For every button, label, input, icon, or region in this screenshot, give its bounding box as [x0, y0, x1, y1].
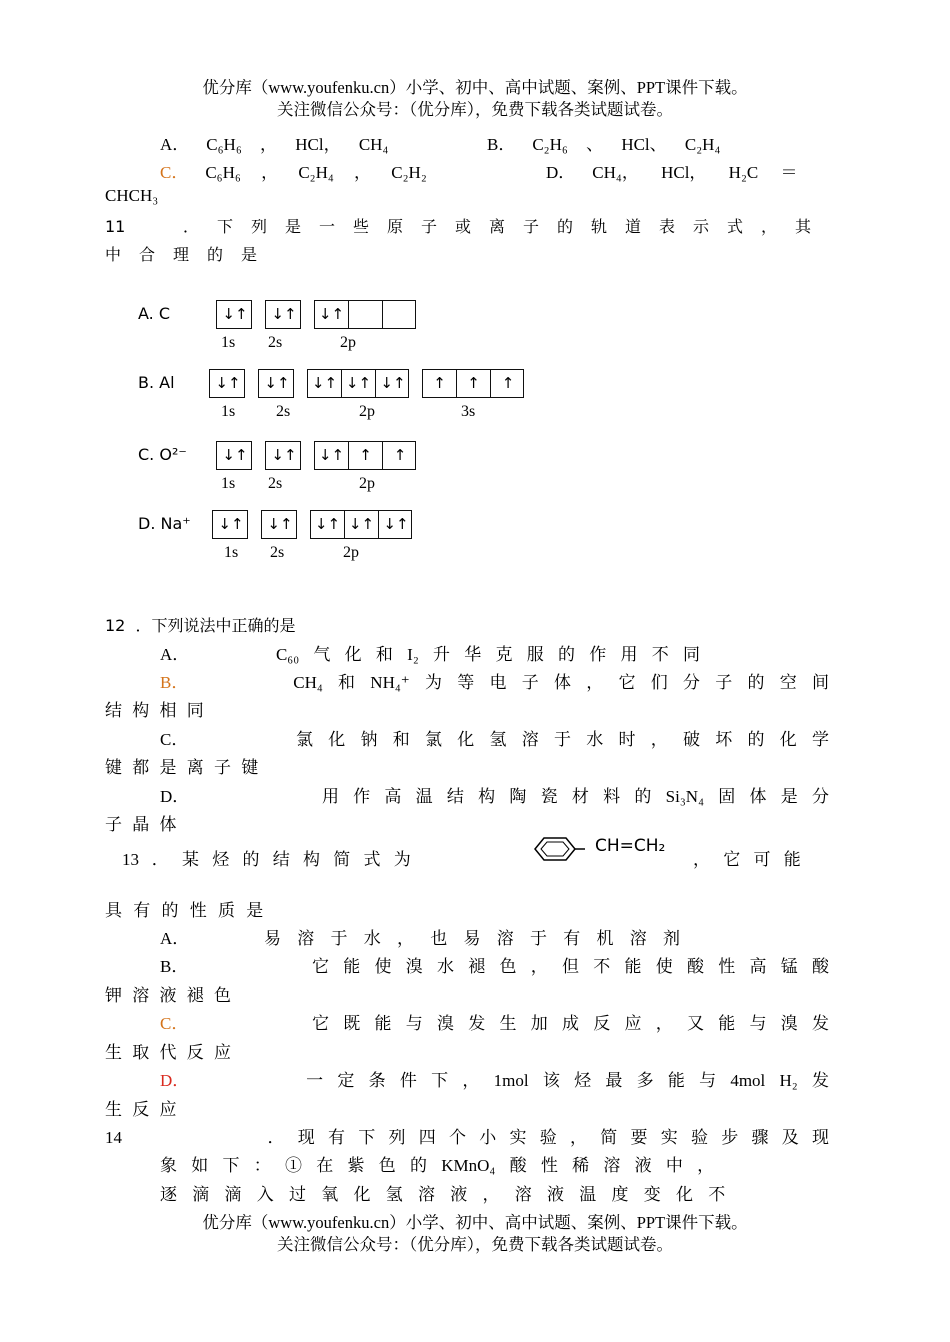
q10-option-b	[487, 130, 720, 155]
q13-a-label: A．	[160, 929, 190, 948]
q13-option-c	[160, 1009, 829, 1034]
electron-arrow-icon: ↑	[423, 370, 457, 397]
orbital-sublabel: 1s	[224, 544, 239, 561]
empty-orbital	[349, 301, 383, 328]
q14-text-2: 象 如 下 ： ① 在 紫 色 的 KMnO₄ 酸 性 稀 溶 液 中 ，	[160, 1156, 715, 1175]
q12-b-text-2: 结 构 相 同	[105, 701, 204, 720]
orbital-sublabel: 2s	[268, 475, 283, 492]
q14-text-1: ． 现 有 下 列 四 个 小 实 验 ， 简 要 实 验 步 骤 及 现	[267, 1128, 829, 1147]
orbital-box-2s	[265, 441, 301, 470]
orbital-box-2p	[307, 369, 409, 398]
q12-c-text-2: 键 都 是 离 子 键	[105, 758, 259, 777]
electron-arrow-icon: ↓↑	[315, 442, 349, 469]
footer-line-2: 关注微信公众号：（优分库），免费下载各类试题试卷。	[277, 1235, 673, 1254]
orbital-box-2s	[261, 510, 297, 539]
q10-c-label: C．	[160, 163, 189, 182]
q13-c-text-1: 它 既 能 与 溴 发 生 加 成 反 应 ， 又 能 与 溴 发	[312, 1014, 829, 1033]
q12-c-label: C．	[160, 730, 189, 749]
electron-arrow-icon: ↓↑	[342, 370, 376, 397]
q14-line2	[160, 1151, 829, 1176]
q12-b-label: B．	[160, 673, 189, 692]
footer-line-1: 优分库（www.youfenku.cn）小学、初中、高中试题、案例、PPT课件下载。	[202, 1213, 748, 1232]
orbital-sublabel: 1s	[221, 403, 236, 420]
q11-option-label-b: B. Al	[138, 373, 175, 392]
orbital-sublabel: 2s	[276, 403, 291, 420]
q12-a-label: A．	[160, 645, 190, 664]
q12-option-c	[160, 725, 829, 750]
q13-stem-1b: ， 它 可 能	[693, 850, 801, 869]
q10-d-text: CH₄， HCl， H₂C ＝	[592, 163, 798, 182]
q12-a-text: C₆₀ 气 化 和 I₂ 升 华 克 服 的 作 用 不 同	[275, 645, 700, 664]
styrene-structure	[525, 832, 685, 864]
orbital-sublabel: 2s	[268, 334, 283, 351]
electron-arrow-icon: ↓↑	[380, 374, 406, 392]
q10-option-d	[546, 158, 797, 183]
q10-d-continued: CHCH₃	[105, 186, 159, 205]
q10-a-label: A．	[160, 135, 190, 154]
orbital-box-1s	[216, 441, 252, 470]
orbital-sublabel: 3s	[461, 403, 476, 420]
q13-option-b	[160, 952, 829, 977]
electron-arrow-icon: ↓↑	[267, 515, 293, 533]
orbital-box-2s	[258, 369, 294, 398]
q11-option-label-d: D. Na⁺	[138, 514, 191, 533]
q13-number: 13	[122, 850, 139, 869]
q11-stem-2: 中合理的是	[105, 245, 276, 264]
q10-b-label: B．	[487, 135, 516, 154]
q14-text-3: 逐 滴 滴 入 过 氧 化 氢 溶 液 ， 溶 液 温 度 变 化 不	[160, 1185, 726, 1204]
orbital-sublabel: 2p	[343, 544, 359, 561]
q12-option-a	[160, 640, 700, 665]
q12-number: 12	[105, 616, 126, 635]
orbital-sublabel: 2p	[340, 334, 356, 351]
electron-arrow-icon: ↓↑	[222, 446, 248, 464]
electron-arrow-icon: ↓↑	[271, 305, 297, 323]
q12-b-text-1: CH₄ 和 NH₄⁺ 为 等 电 子 体 ， 它 们 分 子 的 空 间	[293, 673, 829, 692]
electron-arrow-icon: ↓↑	[345, 511, 379, 538]
orbital-sublabel: 1s	[221, 475, 236, 492]
benzene-ring-icon	[525, 834, 585, 864]
electron-arrow-icon: ↑	[393, 446, 407, 464]
electron-arrow-icon: ↓↑	[264, 374, 290, 392]
q10-d-label: D．	[546, 163, 576, 182]
orbital-box-2s	[265, 300, 301, 329]
q11-number: 11	[105, 217, 126, 236]
q13-b-label: B．	[160, 957, 189, 976]
electron-arrow-icon: ↓↑	[315, 301, 349, 328]
styrene-formula: CH=CH₂	[595, 836, 666, 856]
q10-c-text: C₆H₆ ， C₂H₄ ， C₂H₂	[205, 163, 427, 182]
electron-arrow-icon: ↓↑	[215, 374, 241, 392]
q11-option-label-a: A. C	[138, 304, 171, 323]
orbital-box-2p	[314, 300, 416, 329]
q13-d-label: D．	[160, 1071, 190, 1090]
electron-arrow-icon: ↓↑	[222, 305, 248, 323]
q14-number: 14	[105, 1128, 122, 1147]
q12-d-text-1: 用 作 高 温 结 构 陶 瓷 材 料 的 Si₃N₄ 固 体 是 分	[321, 787, 829, 806]
q13-stem-line1	[122, 845, 411, 870]
q13-stem-1: ． 某 烃 的 结 构 简 式 为	[151, 850, 411, 869]
orbital-sublabel: 2s	[270, 544, 285, 561]
q13-b-text-1: 它 能 使 溴 水 褪 色 ， 但 不 能 使 酸 性 高 锰 酸	[312, 957, 829, 976]
orbital-box-1s	[216, 300, 252, 329]
q14-line3	[160, 1180, 829, 1205]
q11-option-label-c: C. O²⁻	[138, 445, 187, 464]
q12-d-label: D．	[160, 787, 190, 806]
q11-stem-1: ．下列是一些原子或离子的轨道表示式，其	[182, 217, 829, 236]
q12-c-text-1: 氯 化 钠 和 氯 化 氢 溶 于 水 时 ， 破 坏 的 化 学	[296, 730, 829, 749]
electron-arrow-icon: ↓↑	[383, 515, 409, 533]
q13-d-text-1: 一 定 条 件 下 ， 1mol 该 烃 最 多 能 与 4mol H₂ 发	[306, 1071, 829, 1090]
orbital-box-2p	[310, 510, 412, 539]
q13-option-d	[160, 1066, 829, 1091]
electron-arrow-icon: ↓↑	[308, 370, 342, 397]
q10-a-text: C₆H₆ ， HCl， CH₄	[206, 135, 389, 154]
q14-line1	[105, 1123, 829, 1148]
orbital-box-2p	[314, 441, 416, 470]
q13-option-a	[160, 924, 680, 949]
q13-b-text-2: 钾 溶 液 褪 色	[105, 986, 231, 1005]
q11-stem-line1	[105, 214, 829, 237]
q12-d-text-2: 子 晶 体	[105, 815, 177, 834]
q12-option-d	[160, 782, 829, 807]
orbital-box-1s	[212, 510, 248, 539]
q13-stem-2: 具 有 的 性 质 是	[105, 901, 264, 920]
header-line-2: 关注微信公众号：（优分库），免费下载各类试题试卷。	[277, 100, 673, 119]
electron-arrow-icon: ↓↑	[218, 515, 244, 533]
orbital-sublabel: 2p	[359, 475, 375, 492]
electron-arrow-icon: ↓↑	[271, 446, 297, 464]
empty-orbital	[383, 301, 417, 328]
orbital-box-1s	[209, 369, 245, 398]
q10-option-a	[160, 130, 388, 155]
electron-arrow-icon: ↑	[501, 374, 515, 392]
q12-stem	[105, 613, 296, 636]
q12-stem-text: ．下列说法中正确的是	[135, 616, 296, 635]
header-line-1: 优分库（www.youfenku.cn）小学、初中、高中试题、案例、PPT课件下载。	[202, 78, 748, 97]
q10-option-c	[160, 158, 427, 183]
electron-arrow-icon: ↑	[349, 442, 383, 469]
q10-b-text: C₂H₆ 、 HCl、 C₂H₄	[532, 135, 721, 154]
electron-arrow-icon: ↑	[457, 370, 491, 397]
electron-arrow-icon: ↓↑	[311, 511, 345, 538]
orbital-box-3s	[422, 369, 524, 398]
q13-a-text: 易 溶 于 水 ， 也 易 溶 于 有 机 溶 剂	[264, 929, 680, 948]
q12-option-b	[160, 668, 829, 693]
q13-c-label: C．	[160, 1014, 189, 1033]
q13-c-text-2: 生 取 代 反 应	[105, 1043, 231, 1062]
orbital-sublabel: 2p	[359, 403, 375, 420]
q13-d-text-2: 生 反 应	[105, 1100, 177, 1119]
orbital-sublabel: 1s	[221, 334, 236, 351]
